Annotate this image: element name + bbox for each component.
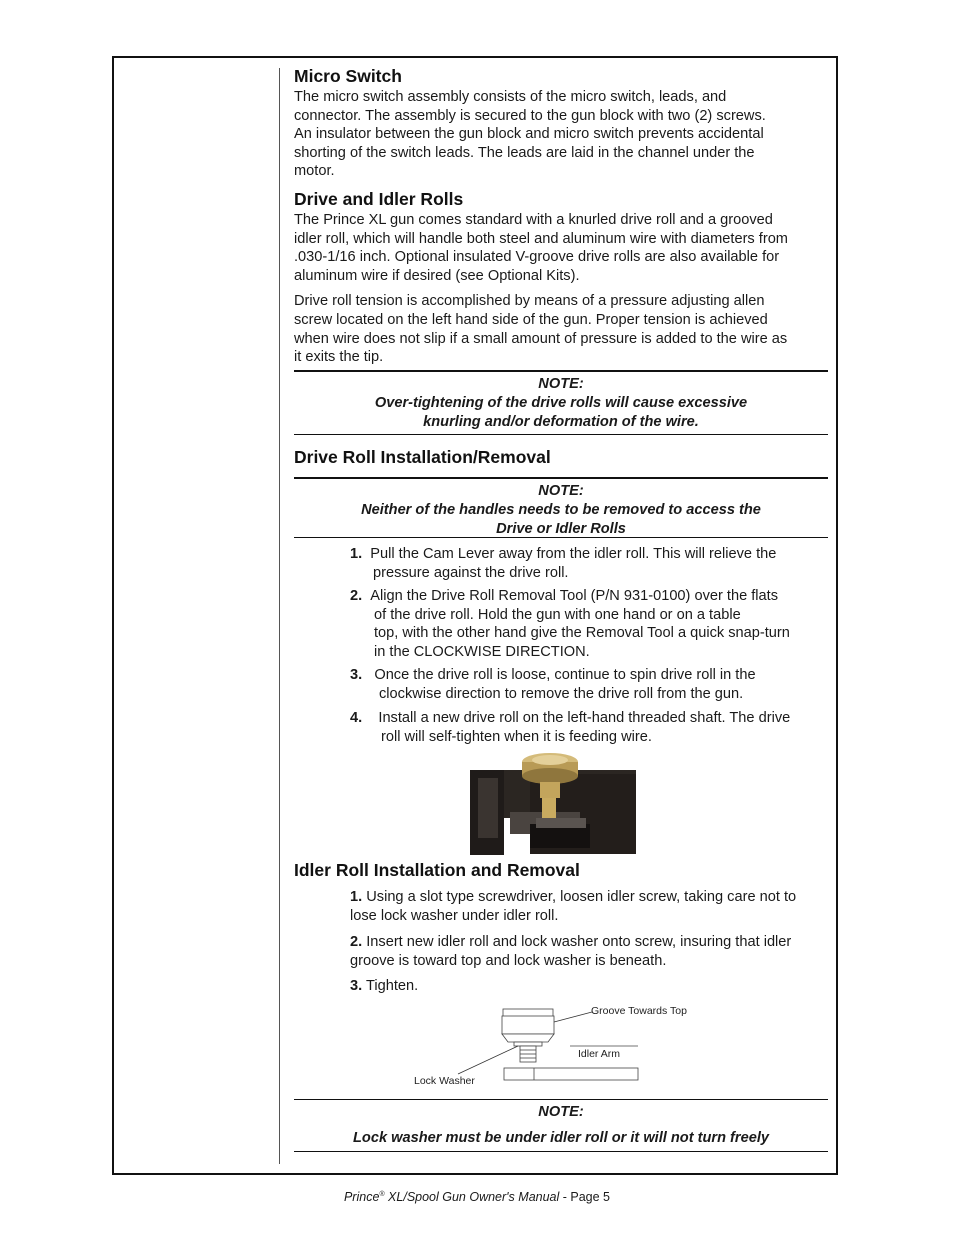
drive-step-2: 2. Align the Drive Roll Removal Tool (P/N 931-0100) over the flats of the drive roll. Hold the gun with one hand or on a table top, with the other hand give the Removal Tool a quick snap-turn in the CLOCKWISE DIRECTION. — [350, 588, 790, 660]
label-lock-washer: Lock Washer — [414, 1075, 475, 1087]
label-idler-arm: Idler Arm — [578, 1048, 621, 1060]
drive-idler-para-1: The Prince XL gun comes standard with a knurled drive roll and a grooved idler roll, which will handle both steel and aluminum wire with diameters from .030-1/16 inch. Optional insulated V-groove drive rolls are also available for aluminum wire if desired (see Optional Kits). — [294, 212, 788, 284]
idler-step-3: 3. Tighten. — [350, 978, 419, 994]
heading-drive-install: Drive Roll Installation/Removal — [294, 447, 551, 467]
gun-drive-roll-image — [470, 752, 636, 855]
note-lock-washer: NOTE: Lock washer must be under idler roll or it will not turn freely — [294, 1099, 828, 1152]
micro-switch-text: The micro switch assembly consists of the micro switch, leads, and connector. The assembly is secured to the gun block with two (2) screws. An insulator between the gun block and micro switch prevents accidental shorting of the switch leads. The leads are laid in the channel under the motor. — [294, 89, 766, 180]
section-micro-switch — [294, 66, 828, 181]
idler-step-1: 1. Using a slot type screwdriver, loosen idler screw, taking care not to lose lock washer under idler roll. — [350, 889, 797, 924]
note-handles: NOTE: Neither of the handles needs to be removed to access the Drive or Idler Rolls — [294, 477, 828, 538]
section-drive-idler — [294, 189, 828, 367]
idler-step-2: 2. Insert new idler roll and lock washer onto screw, insuring that idler groove is toward top and lock washer is beneath. — [350, 934, 792, 969]
heading-drive-idler: Drive and Idler Rolls — [294, 189, 464, 209]
drive-step-1: 1. Pull the Cam Lever away from the idler roll. This will relieve the pressure against the drive roll. — [350, 546, 777, 581]
note-overtightening: NOTE: Over-tightening of the drive rolls will cause excessive knurling and/or deformation of the wire. — [294, 370, 828, 435]
drive-roll-photo — [470, 752, 636, 855]
heading-micro-switch: Micro Switch — [294, 66, 402, 86]
heading-idler-install: Idler Roll Installation and Removal — [294, 860, 580, 880]
idler-roll-diagram — [410, 1000, 710, 1092]
column-rule — [279, 68, 280, 1164]
section-drive-install — [294, 447, 828, 468]
drive-idler-para-2: Drive roll tension is accomplished by means of a pressure adjusting allen screw located on the left hand side of the gun. Proper tension is achieved when wire does not slip if a small amount of pressure is added to the wire as it exits the tip. — [294, 293, 788, 366]
page-footer: Prince® XL/Spool Gun Owner's Manual - Page 5 — [343, 1190, 611, 1204]
drive-step-3: 3. Once the drive roll is loose, continue to spin drive roll in the clockwise direction to remove the drive roll from the gun. — [350, 667, 756, 702]
section-idler-install — [294, 860, 828, 881]
drive-step-4: 4. Install a new drive roll on the left-hand threaded shaft. The drive roll will self-tighten when it is feeding wire. — [350, 710, 791, 745]
label-groove-towards-top: Groove Towards Top — [591, 1005, 687, 1017]
